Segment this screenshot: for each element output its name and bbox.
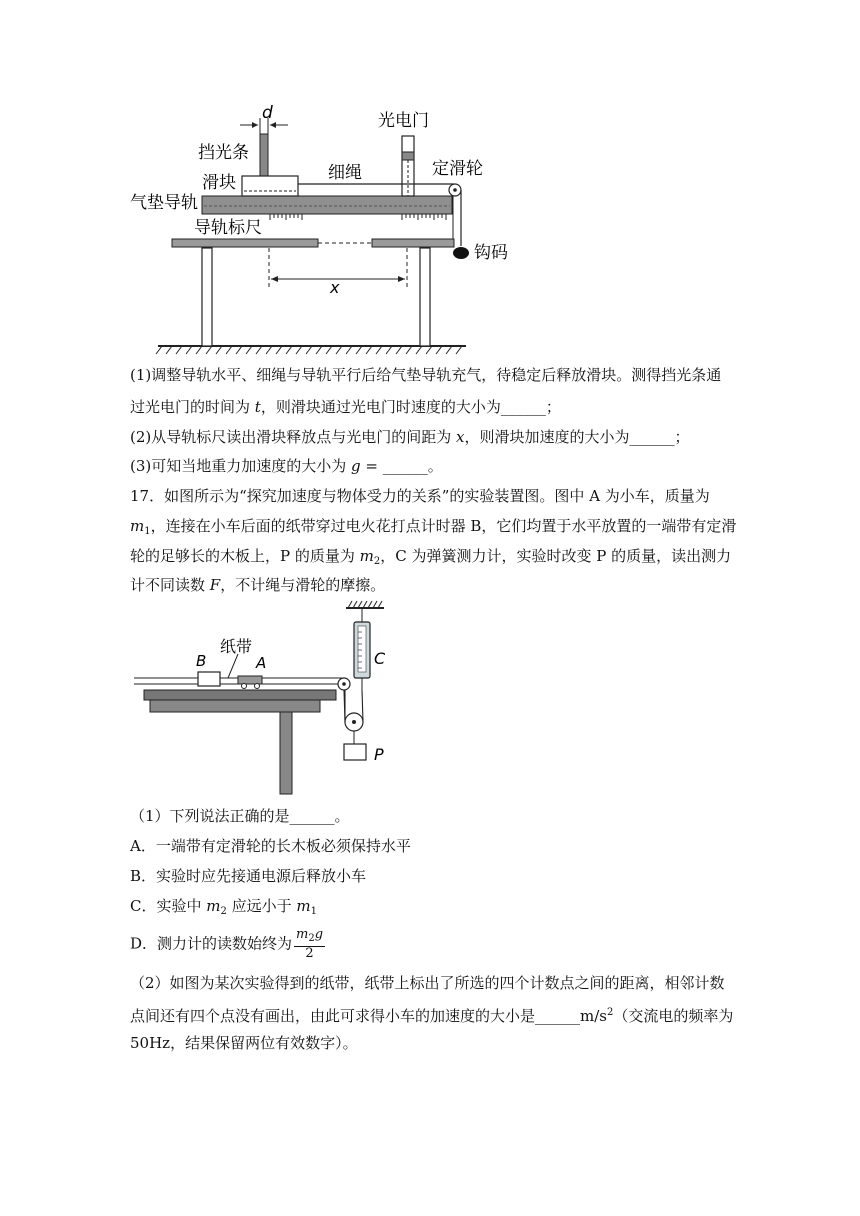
q17-line4 [130,575,740,595]
label-C: C [374,649,386,668]
q17-line4-text: 计不同读数 [130,576,210,594]
label-rope: 细绳 [328,163,362,183]
option-C [130,896,740,922]
label-B: B [196,652,207,670]
fraction-m2g-over-2 [294,928,325,961]
sub-2: 2 [373,556,381,567]
label-pulley: 定滑轮 [432,159,483,179]
sub-2: 2 [220,906,227,917]
q17-part2-line1: （2）如图为某次实验得到的纸带，纸带上标出了所选的四个计数点之间的距离，相邻计数 [130,974,725,992]
q16-part1-line1: (1)调整导轨水平、细绳与导轨平行后给气垫导轨充气，待稳定后释放滑块。测得挡光条通 [130,366,722,384]
var-g: g [351,457,361,475]
var-x: x [456,428,465,446]
sup-2: 2 [606,1007,614,1018]
label-photogate: 光电门 [378,111,429,131]
q17-part1-stem: （1）下列说法正确的是______。 [130,807,350,825]
label-d: d [262,103,273,123]
q17-line2-text: ，连接在小车后面的纸带穿过电火花打点计时器 B，它们均置于水平放置的一端带有定滑 [150,517,737,535]
q16-part1-line2 [130,397,740,417]
q17-part2-text-end: （交流电的频率为 [613,1007,734,1025]
var-F: F [209,576,221,594]
q16-part2 [130,427,740,447]
var-m1: m [296,897,311,915]
sub-1: 1 [310,906,318,917]
q17-line1: 17．如图所示为“探究加速度与物体受力的关系”的实验装置图。图中 A 为小车，质量为 [130,487,710,505]
denominator: 2 [305,946,314,961]
option-D-text: D．测力计的读数始终为 [130,934,293,953]
option-C-mid: 应远小于 [226,897,297,915]
option-C-text: C．实验中 [130,897,207,915]
var-m2: m [359,547,374,565]
q17-line3-text-end: ，C 为弹簧测力计，实验时改变 P 的质量，读出测力 [380,547,732,565]
q17-line3-text: 轮的足够长的木板上，P 的质量为 [130,547,360,565]
q17-line3 [130,546,740,572]
cart-spring-scale-diagram [120,598,440,802]
label-x: x [330,278,340,297]
q16-part1-blank: ，则滑块通过光电门时速度的大小为______； [260,398,561,416]
q17-line2 [130,516,740,542]
label-A: A [256,654,267,672]
q16-part1-text: 过光电门的时间为 [130,398,255,416]
sub-1: 1 [144,526,151,537]
q17-part2-text: 点间还有四个点没有画出，由此可求得小车的加速度的大小是______m/s [130,1007,607,1025]
q17-part2-line3: 50Hz，结果保留两位有效数字）。 [130,1034,358,1052]
q16-part3-text: (3)可知当地重力加速度的大小为 [130,457,352,475]
q17-line4-text-end: ，不计绳与滑轮的摩擦。 [220,576,386,594]
option-D [130,928,740,961]
option-A: A．一端带有定滑轮的长木板必须保持水平 [130,837,411,855]
q16-part2-blank: ，则滑块加速度的大小为______； [464,428,690,446]
label-paper-tape: 纸带 [220,637,253,656]
sub-2: 2 [308,933,315,944]
var-m: m [296,927,309,942]
label-light-strip: 挡光条 [198,143,249,163]
var-g: g [314,927,324,942]
label-slider: 滑块 [202,173,236,193]
q16-part3 [130,456,740,476]
var-t: t [254,398,261,416]
label-weight: 钩码 [474,243,508,263]
option-B: B．实验时应先接通电源后释放小车 [130,867,367,885]
var-m2: m [206,897,221,915]
air-track-diagram [120,96,520,358]
q17-part2-line2 [130,1003,740,1026]
label-air-track: 气垫导轨 [130,193,198,213]
q16-part2-text: (2)从导轨标尺读出滑块释放点与光电门的间距为 [130,428,457,446]
label-P: P [374,745,384,764]
q16-part3-blank: = ______。 [360,457,443,475]
var-m1: m [130,517,145,535]
label-ruler: 导轨标尺 [194,218,262,238]
